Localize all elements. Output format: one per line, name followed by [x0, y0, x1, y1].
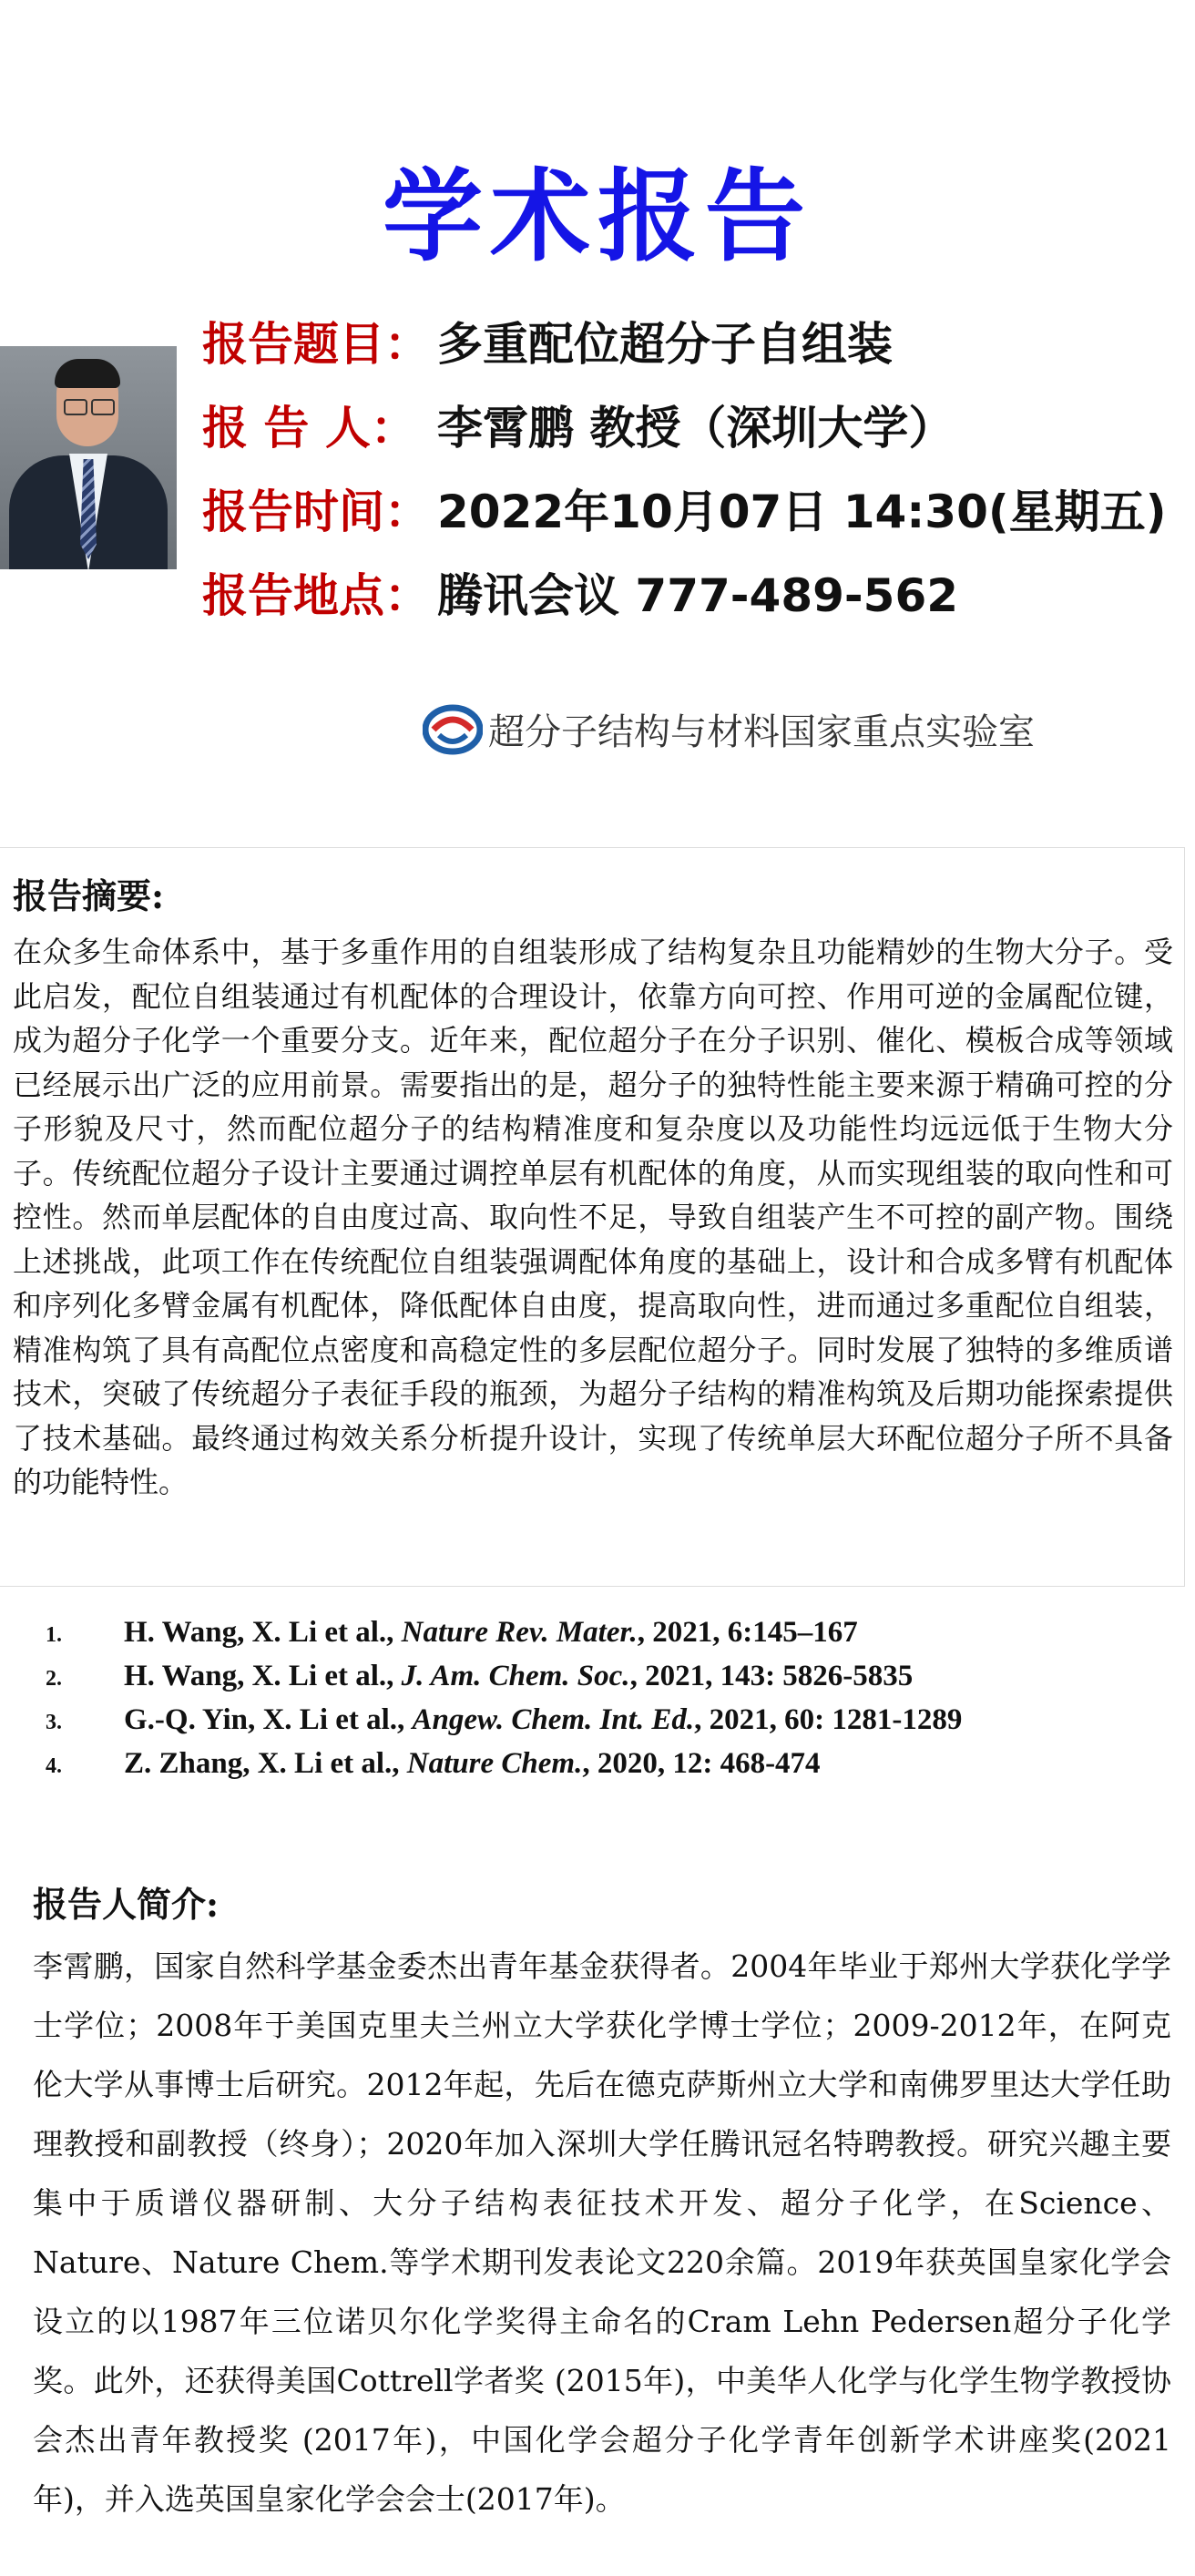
info-row-topic: [202, 308, 893, 373]
bio-text: 李霄鹏，国家自然科学基金委杰出青年基金获得者。2004年毕业于郑州大学获化学学士学位；2008年于美国克里夫兰州立大学获化学博士学位；2009-2012年，在阿克伦大学从事博士后研究。2012年起，先后在德克萨斯州立大学和南佛罗里达大学任助理教授和副教授（终身）；2020年加入深圳大学任腾讯冠名特聘教授。研究兴趣主要集中于质谱仪器研制、大分子结构表征技术开发、超分子化学，在Science、Nature、Nature Chem.等学术期刊发表论文220余篇。2019年获英国皇家化学会设立的以1987年三位诺贝尔化学奖得主命名的Cram Lehn Pedersen超分子化学奖。此外，还获得美国Cottrell学者奖 (2015年)，中美华人化学与化学生物学教授协会杰出青年教授奖 (2017年)，中国化学会超分子化学青年创新学术讲座奖(2021年)，并入选英国皇家化学会会士(2017年)。: [33, 1948, 1171, 2517]
speaker-value: 李霄鹏 教授（深圳大学）: [437, 402, 955, 455]
topic-value: 多重配位超分子自组装: [437, 318, 893, 371]
bio-heading: 报告人简介:: [33, 1884, 220, 1925]
poster-title: 学术报告: [383, 158, 812, 275]
reference-item: 4. Z. Zhang, X. Li et al., Nature Chem., 2020, 12: 468-474: [46, 1747, 821, 1780]
lab-name: 超分子结构与材料国家重点实验室: [488, 711, 1035, 753]
abstract-heading: 报告摘要:: [13, 875, 165, 916]
topic-label: 报告题目：: [202, 318, 430, 371]
location-label: 报告地点：: [202, 569, 430, 622]
time-value: 2022年10月07日 14:30(星期五): [437, 486, 1167, 538]
reference-item: 2. H. Wang, X. Li et al., J. Am. Chem. Soc., 2021, 143: 5826-5835: [46, 1660, 914, 1692]
reference-item: 1. H. Wang, X. Li et al., Nature Rev. Mater., 2021, 6:145–167: [46, 1616, 858, 1649]
info-row-time: [202, 475, 1167, 541]
speaker-label: 报 告 人：: [202, 402, 416, 455]
location-value: 腾讯会议 777-489-562: [437, 569, 959, 622]
poster-header: [0, 64, 1195, 802]
lab-logo: [423, 703, 1035, 755]
speaker-photo: [0, 346, 177, 569]
reference-item: 3. G.-Q. Yin, X. Li et al., Angew. Chem. Int. Ed., 2021, 60: 1281-1289: [46, 1703, 963, 1736]
abstract-section: [0, 847, 1185, 1587]
abstract-text: 在众多生命体系中，基于多重作用的自组装形成了结构复杂且功能精妙的生物大分子。受此启发，配位自组装通过有机配体的合理设计，依靠方向可控、作用可逆的金属配位键，成为超分子化学一个重要分支。近年来，配位超分子在分子识别、催化、模板合成等领域已经展示出广泛的应用前景。需要指出的是，超分子的独特性能主要来源于精确可控的分子形貌及尺寸，然而配位超分子的结构精准度和复杂度以及功能性均远远低于生物大分子。传统配位超分子设计主要通过调控单层有机配体的角度，从而实现组装的取向性和可控性。然而单层配体的自由度过高、取向性不足，导致自组装产生不可控的副产物。围绕上述挑战，此项工作在传统配位自组装强调配体角度的基础上，设计和合成多臂有机配体和序列化多臂金属有机配体，降低配体自由度，提高取向性，进而通过多重配位自组装，精准构筑了具有高配位点密度和高稳定性的多层配位超分子。同时发展了独特的多维质谱技术，突破了传统超分子表征手段的瓶颈，为超分子结构的精准构筑及后期功能探索提供了技术基础。最终通过构效关系分析提升设计，实现了传统单层大环配位超分子所不具备的功能特性。: [13, 935, 1173, 1499]
info-row-speaker: [202, 392, 954, 457]
time-label: 报告时间：: [202, 486, 430, 538]
references-list: [46, 1610, 1184, 1785]
lab-logo-icon: [423, 704, 483, 755]
info-row-location: [202, 559, 958, 625]
